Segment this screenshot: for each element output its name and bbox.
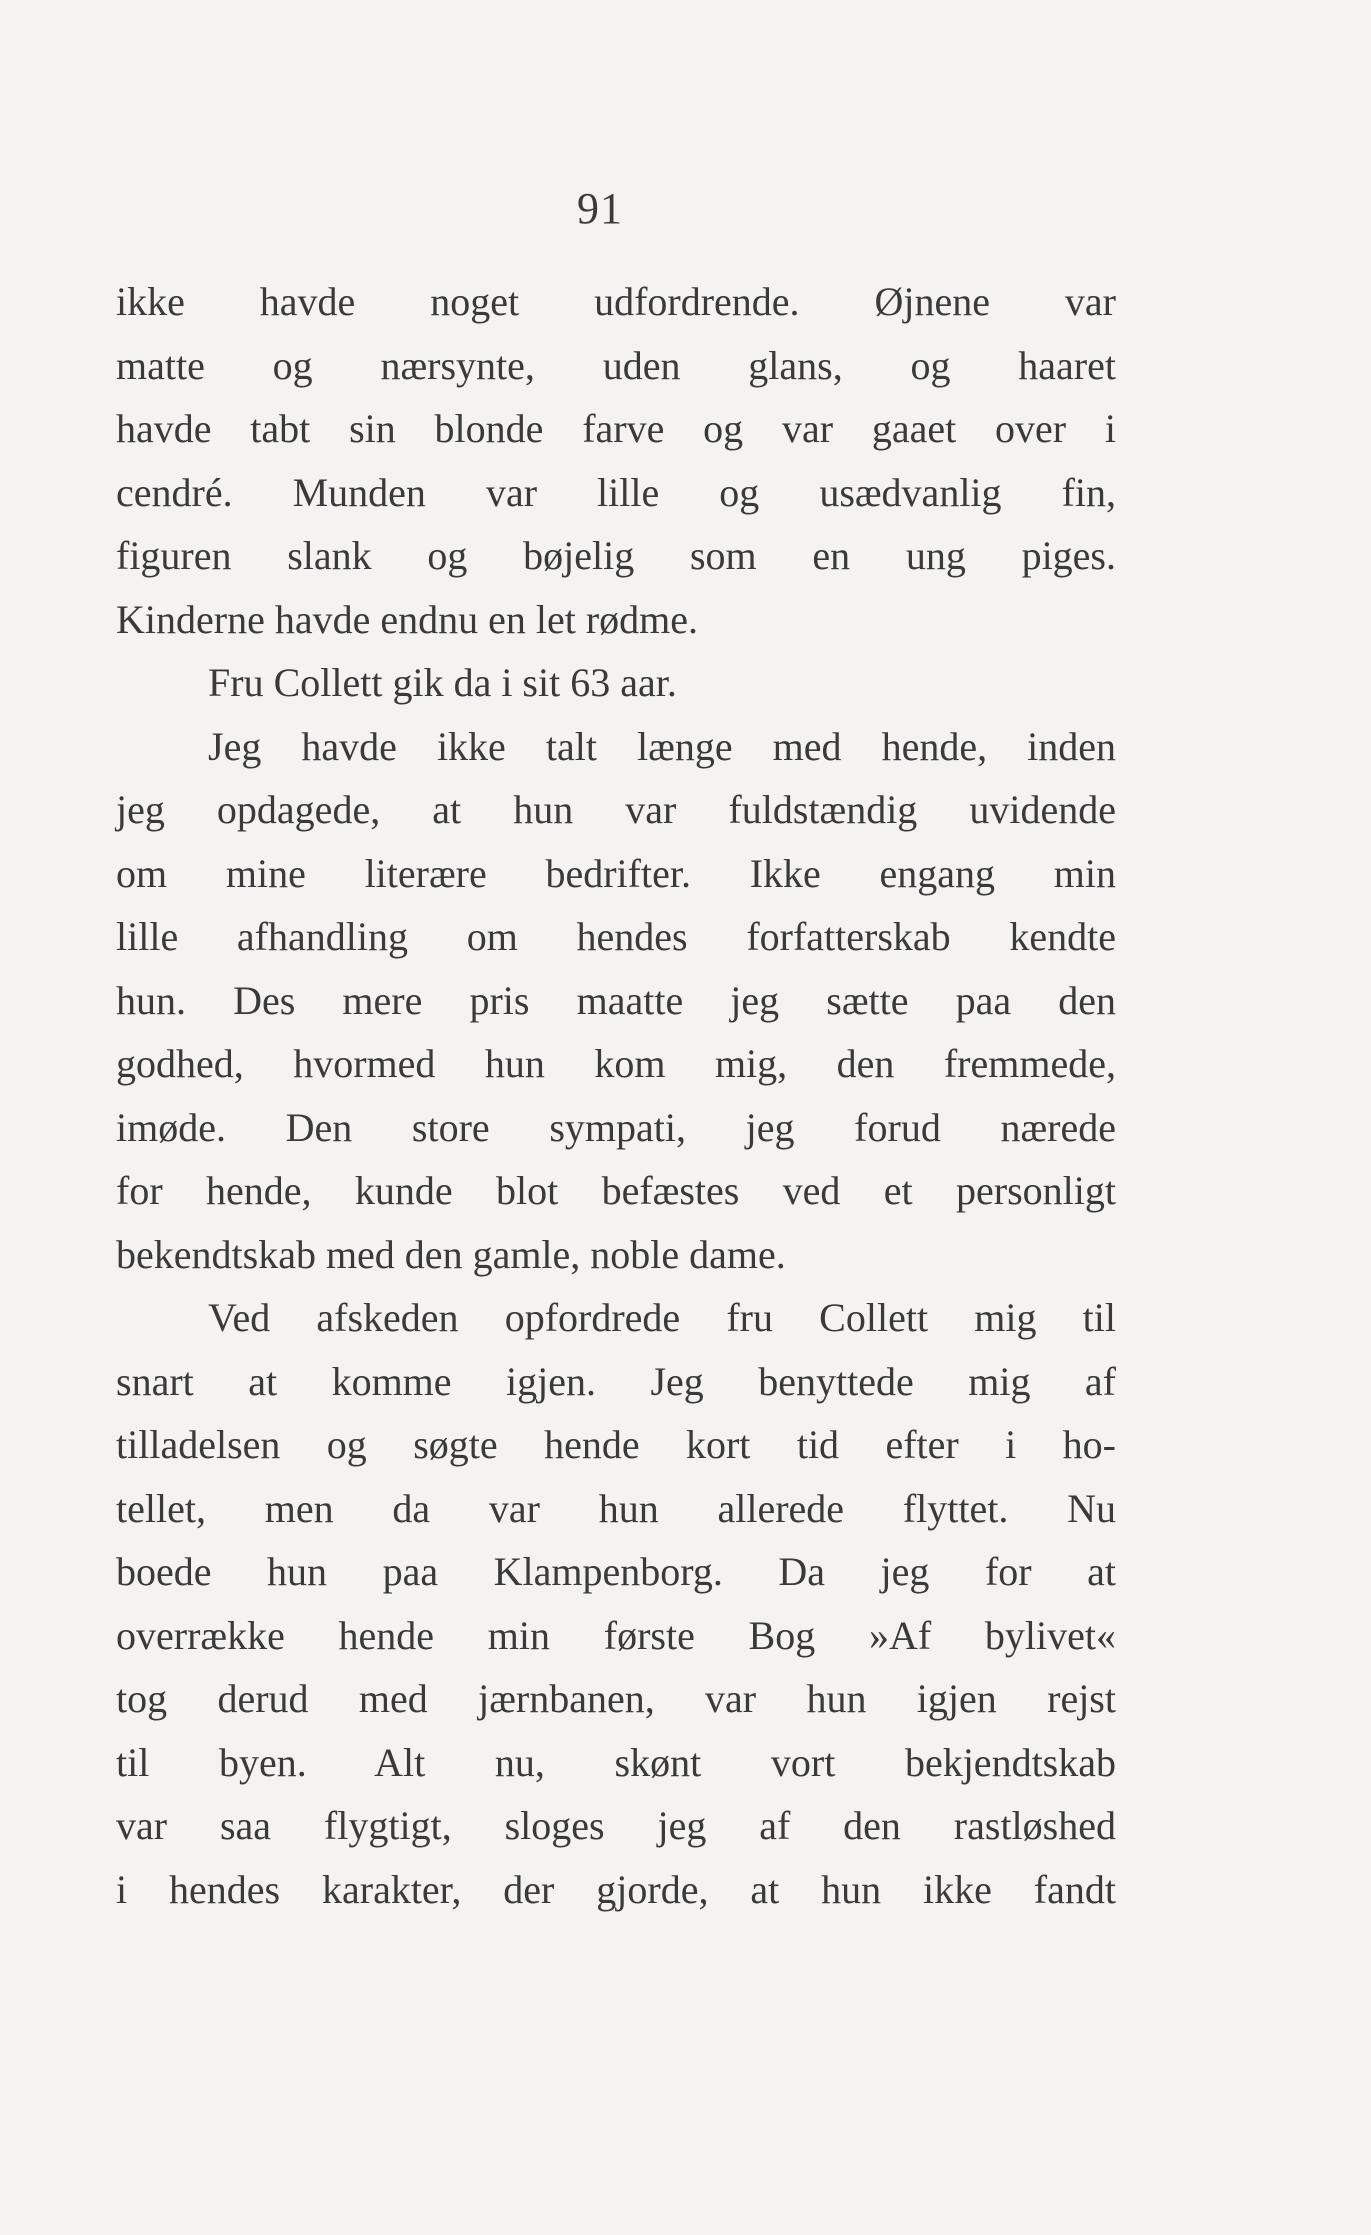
text-line: i hendes karakter, der gjorde, at hun ikke fandt — [116, 1866, 1116, 1912]
text-line: cendré. Munden var lille og usædvanlig fin, — [116, 469, 1116, 515]
text-line: figuren slank og bøjelig som en ung piges. — [116, 533, 1116, 578]
text-line: hun. Des mere pris maatte jeg sætte paa den — [116, 977, 1116, 1023]
text-line: lille afhandling om hendes forfatterskab kendte — [116, 914, 1116, 959]
text-line: for hende, kunde blot befæstes ved et personligt — [116, 1168, 1116, 1213]
text-line: matte og nærsynte, uden glans, og haaret — [116, 342, 1116, 388]
text-line: om mine literære bedrifter. Ikke engang min — [116, 850, 1116, 896]
text-line: Fru Collett gik da i sit 63 aar. — [208, 660, 677, 705]
body-text — [116, 270, 1116, 1921]
text-line: Jeg havde ikke talt længe med hende, inden — [208, 723, 1116, 769]
text-line: tellet, men da var hun allerede flyttet. Nu — [116, 1485, 1116, 1531]
text-line: bekendtskab med den gamle, noble dame. — [116, 1231, 786, 1277]
text-line: imøde. Den store sympati, jeg forud nærede — [116, 1104, 1116, 1150]
text-line: godhed, hvormed hun kom mig, den fremmede, — [116, 1041, 1116, 1086]
text-line: var saa flygtigt, sloges jeg af den rastløshed — [116, 1803, 1116, 1848]
page-number: 91 — [577, 184, 623, 233]
text-line: Kinderne havde endnu en let rødme. — [116, 596, 699, 642]
text-line: ikke havde noget udfordrende. Øjnene var — [116, 279, 1116, 324]
text-line: boede hun paa Klampenborg. Da jeg for at — [116, 1549, 1116, 1594]
text-line: tog derud med jærnbanen, var hun igjen rejst — [116, 1676, 1116, 1721]
text-line: tilladelsen og søgte hende kort tid efter i ho- — [116, 1422, 1116, 1467]
text-line: snart at komme igjen. Jeg benyttede mig af — [116, 1358, 1116, 1404]
text-line: jeg opdagede, at hun var fuldstændig uvidende — [116, 787, 1116, 832]
text-line: Ved afskeden opfordrede fru Collett mig til — [208, 1295, 1116, 1340]
text-line: havde tabt sin blonde farve og var gaaet over i — [116, 406, 1116, 451]
text-line: overrække hende min første Bog »Af bylivet« — [116, 1612, 1116, 1658]
text-line: til byen. Alt nu, skønt vort bekjendtskab — [116, 1739, 1116, 1785]
